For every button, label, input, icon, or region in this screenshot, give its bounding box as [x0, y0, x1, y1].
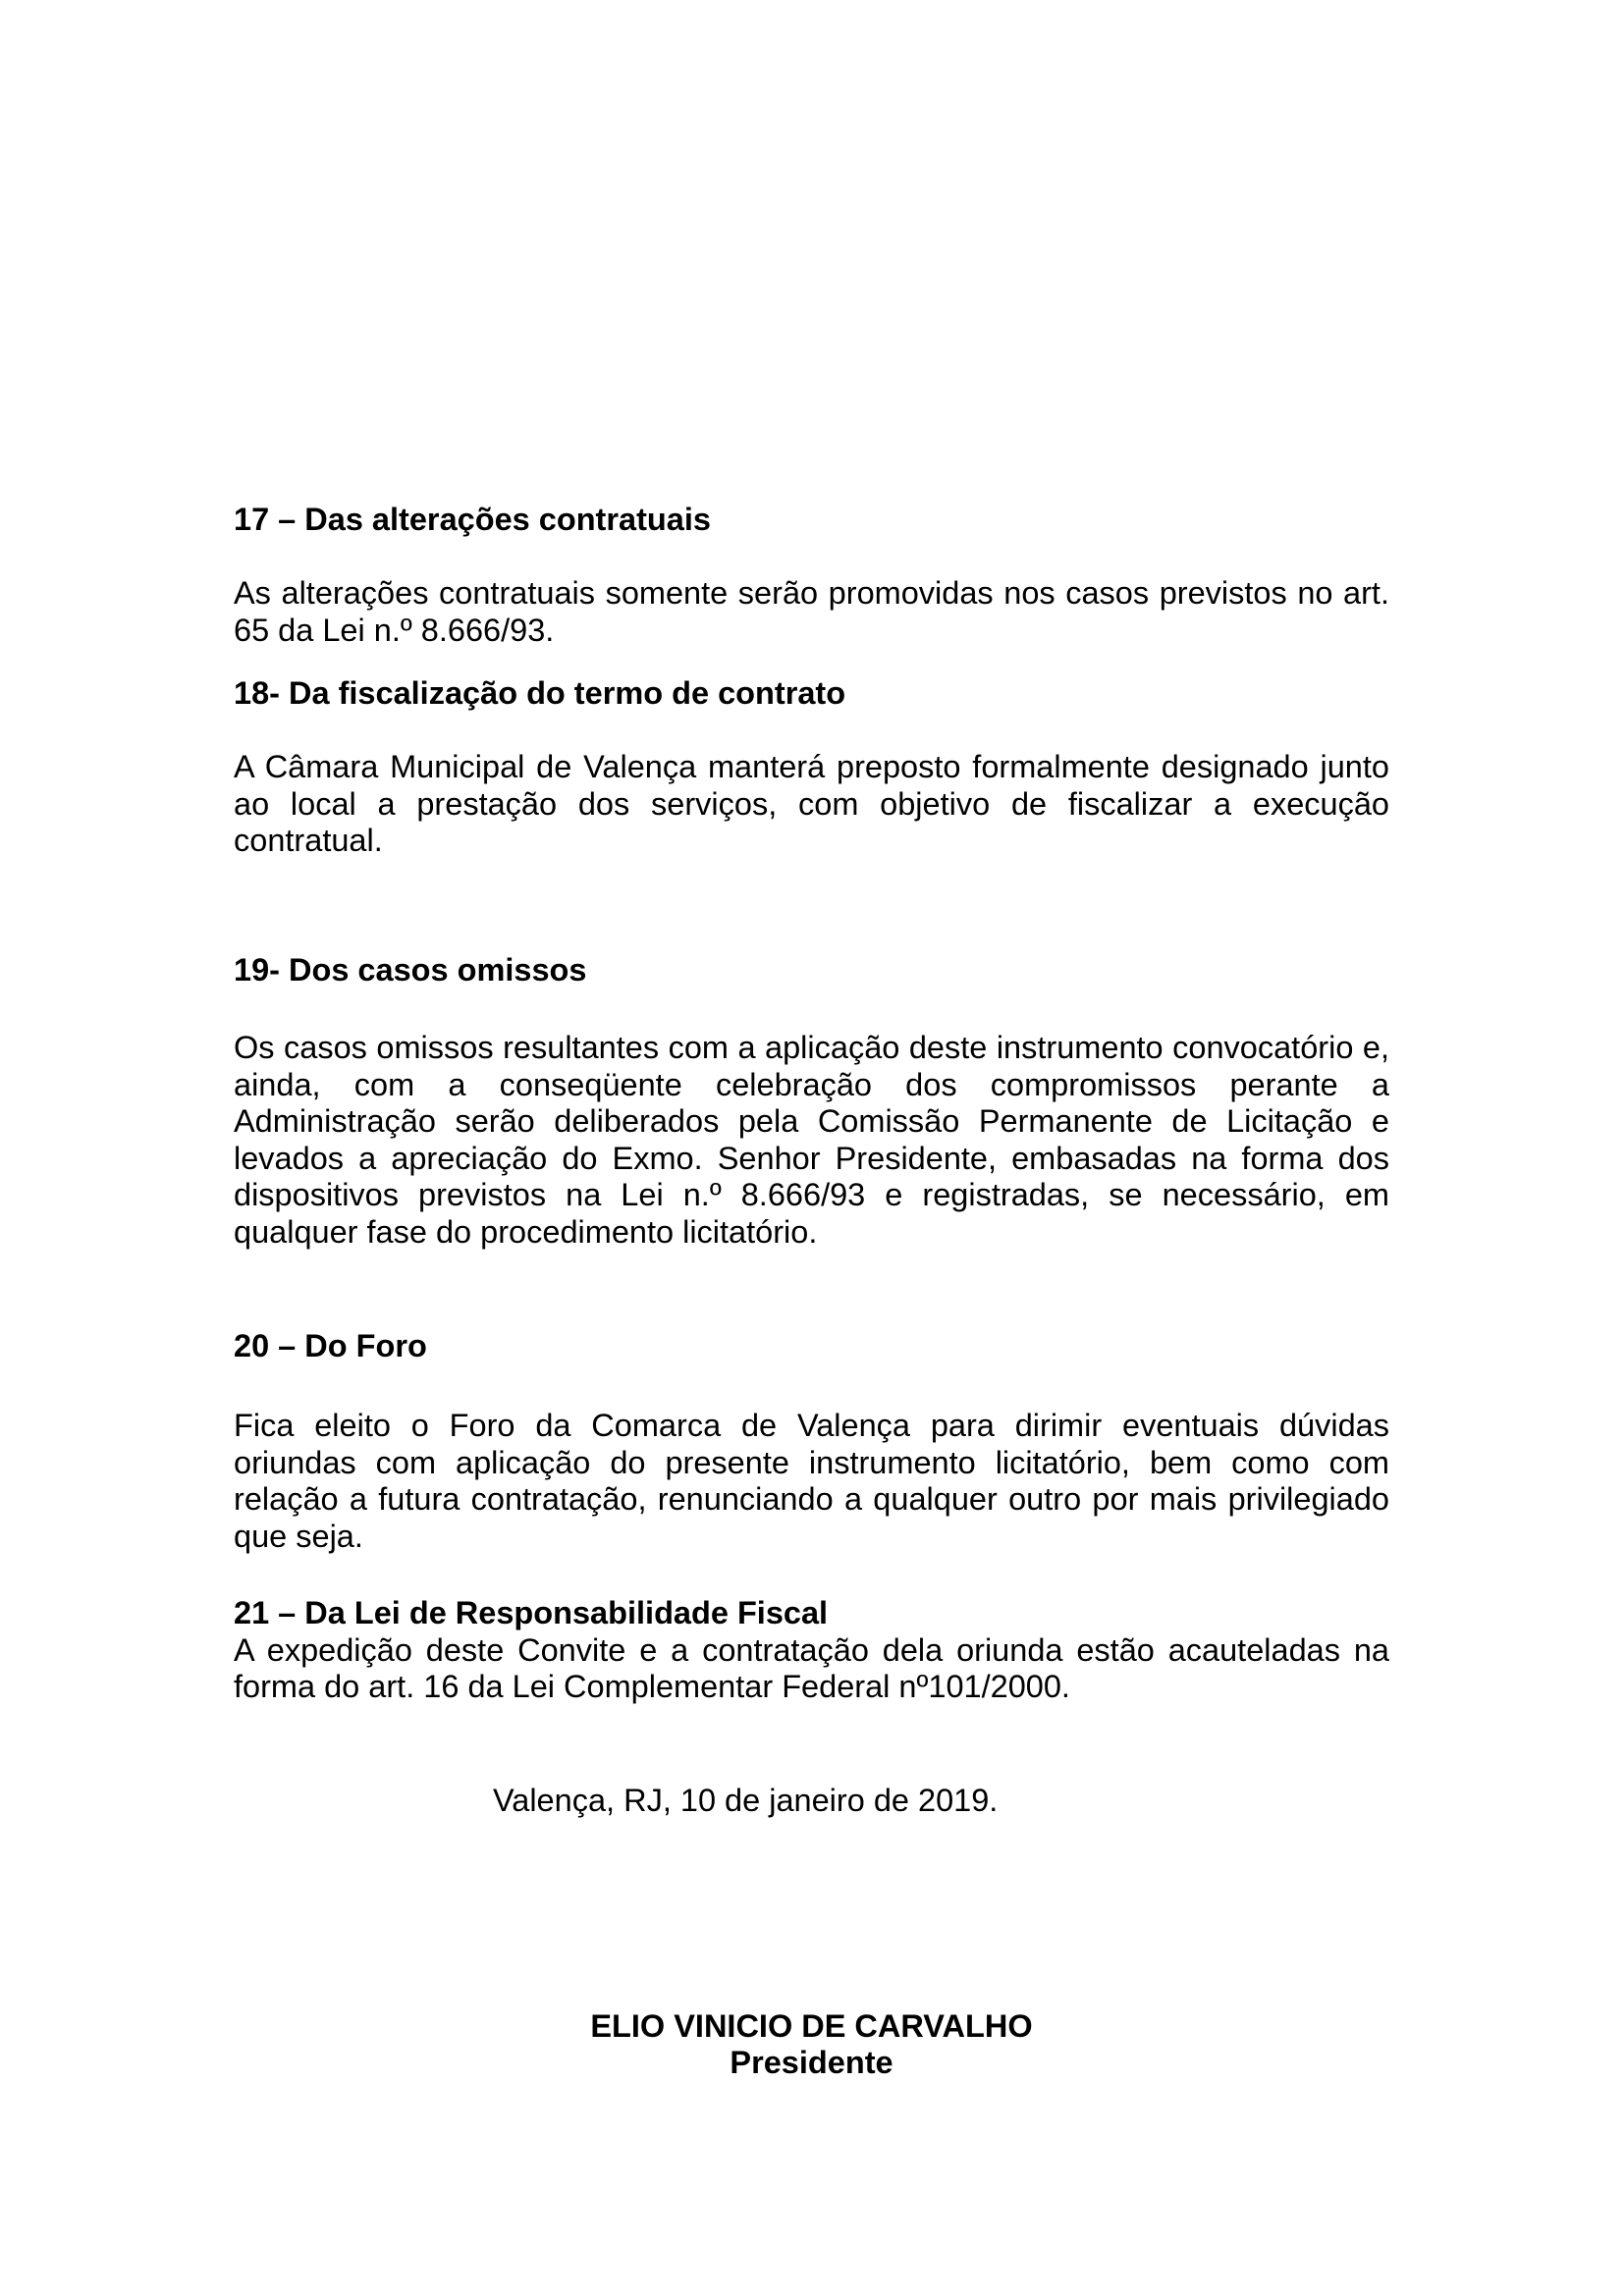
signature-name: ELIO VINICIO DE CARVALHO	[590, 2007, 1033, 2044]
section-21-body: A expedição deste Convite e a contratação dela oriunda estão acauteladas na forma do art. 16 da Lei Complementar Federal nº101/2000.	[234, 1631, 1389, 1704]
signature-title: Presidente	[730, 2045, 893, 2080]
section-19-heading: 19- Dos casos omissos	[234, 952, 587, 988]
section-17-heading: 17 – Das alterações contratuais	[234, 502, 711, 537]
section-18-body: A Câmara Municipal de Valença manterá preposto formalmente designado junto ao local a prestação dos serviços, com objetivo de fiscalizar a execução contratual.	[234, 749, 1389, 858]
section-20-heading: 20 – Do Foro	[234, 1328, 427, 1363]
section-20-body: Fica eleito o Foro da Comarca de Valença para dirimir eventuais dúvidas oriundas com aplicação do presente instrumento licitatório, bem como com relação a futura contratação, renunciando a qualquer outro por mais privilegiado que seja.	[234, 1408, 1389, 1554]
section-17-body: As alterações contratuais somente serão promovidas nos casos previstos no art. 65 da Lei n.º 8.666/93.	[234, 575, 1389, 648]
signature-block	[234, 2008, 1389, 2082]
date-line: Valença, RJ, 10 de janeiro de 2019.	[493, 1782, 999, 1818]
section-21-heading: 21 – Da Lei de Responsabilidade Fiscal	[234, 1595, 829, 1630]
section-18-heading: 18- Da fiscalização do termo de contrato	[234, 675, 846, 711]
document-content	[234, 0, 1389, 2082]
section-19-body: Os casos omissos resultantes com a aplicação deste instrumento convocatório e, ainda, com a conseqüente celebração dos compromissos perante a Administração serão deliberados pela Comissão Permanente de Licitação e levados a apreciação do Exmo. Senhor Presidente, embasadas na forma dos dispositivos previstos na Lei n.º 8.666/93 e registradas, se necessário, em qualquer fase do procedimento licitatório.	[234, 1030, 1389, 1250]
